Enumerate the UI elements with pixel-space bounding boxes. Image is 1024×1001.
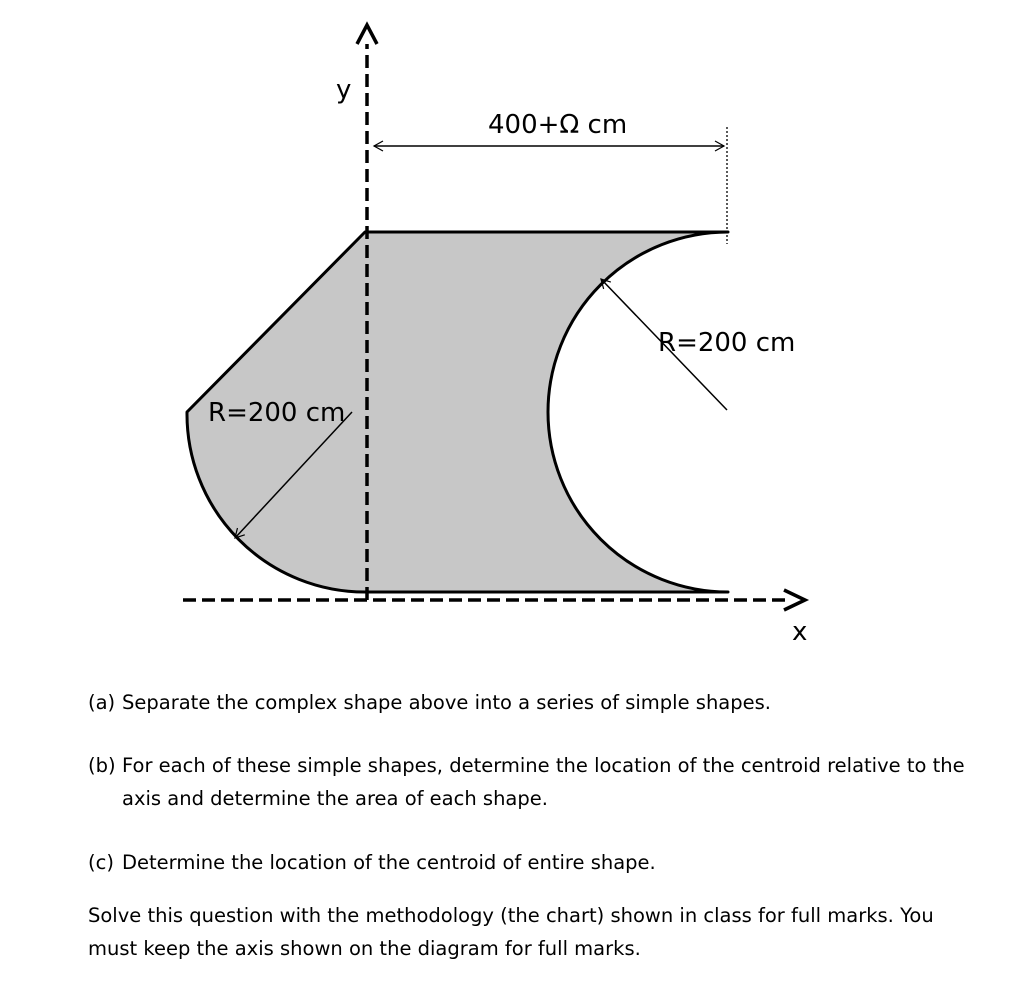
question-b: [88, 749, 968, 815]
width-dimension-label: 400+Ω cm: [488, 110, 628, 140]
left-radius-label: R=200 cm: [208, 398, 346, 428]
question-a-text: Separate the complex shape above into a series of simple shapes.: [122, 691, 771, 714]
question-b-text: For each of these simple shapes, determine the location of the centroid relative to the axis and determine the area of each shape.: [122, 754, 965, 810]
question-c-tag: (c): [88, 851, 114, 874]
question-a-tag: (a): [88, 691, 116, 714]
right-radius-label: R=200 cm: [658, 328, 796, 358]
x-axis-arrowhead: [784, 590, 805, 610]
y-axis-label: y: [336, 75, 352, 105]
question-c: [88, 846, 988, 879]
question-a: [88, 686, 988, 719]
instructions-paragraph: Solve this question with the methodology (the chart) shown in class for full marks. You must keep the axis shown on the diagram for full marks.: [88, 904, 934, 960]
question-c-text: Determine the location of the centroid of entire shape.: [122, 851, 656, 874]
question-b-tag: (b): [88, 754, 116, 777]
y-axis-arrowhead: [357, 25, 377, 44]
x-axis-label: x: [792, 617, 808, 647]
